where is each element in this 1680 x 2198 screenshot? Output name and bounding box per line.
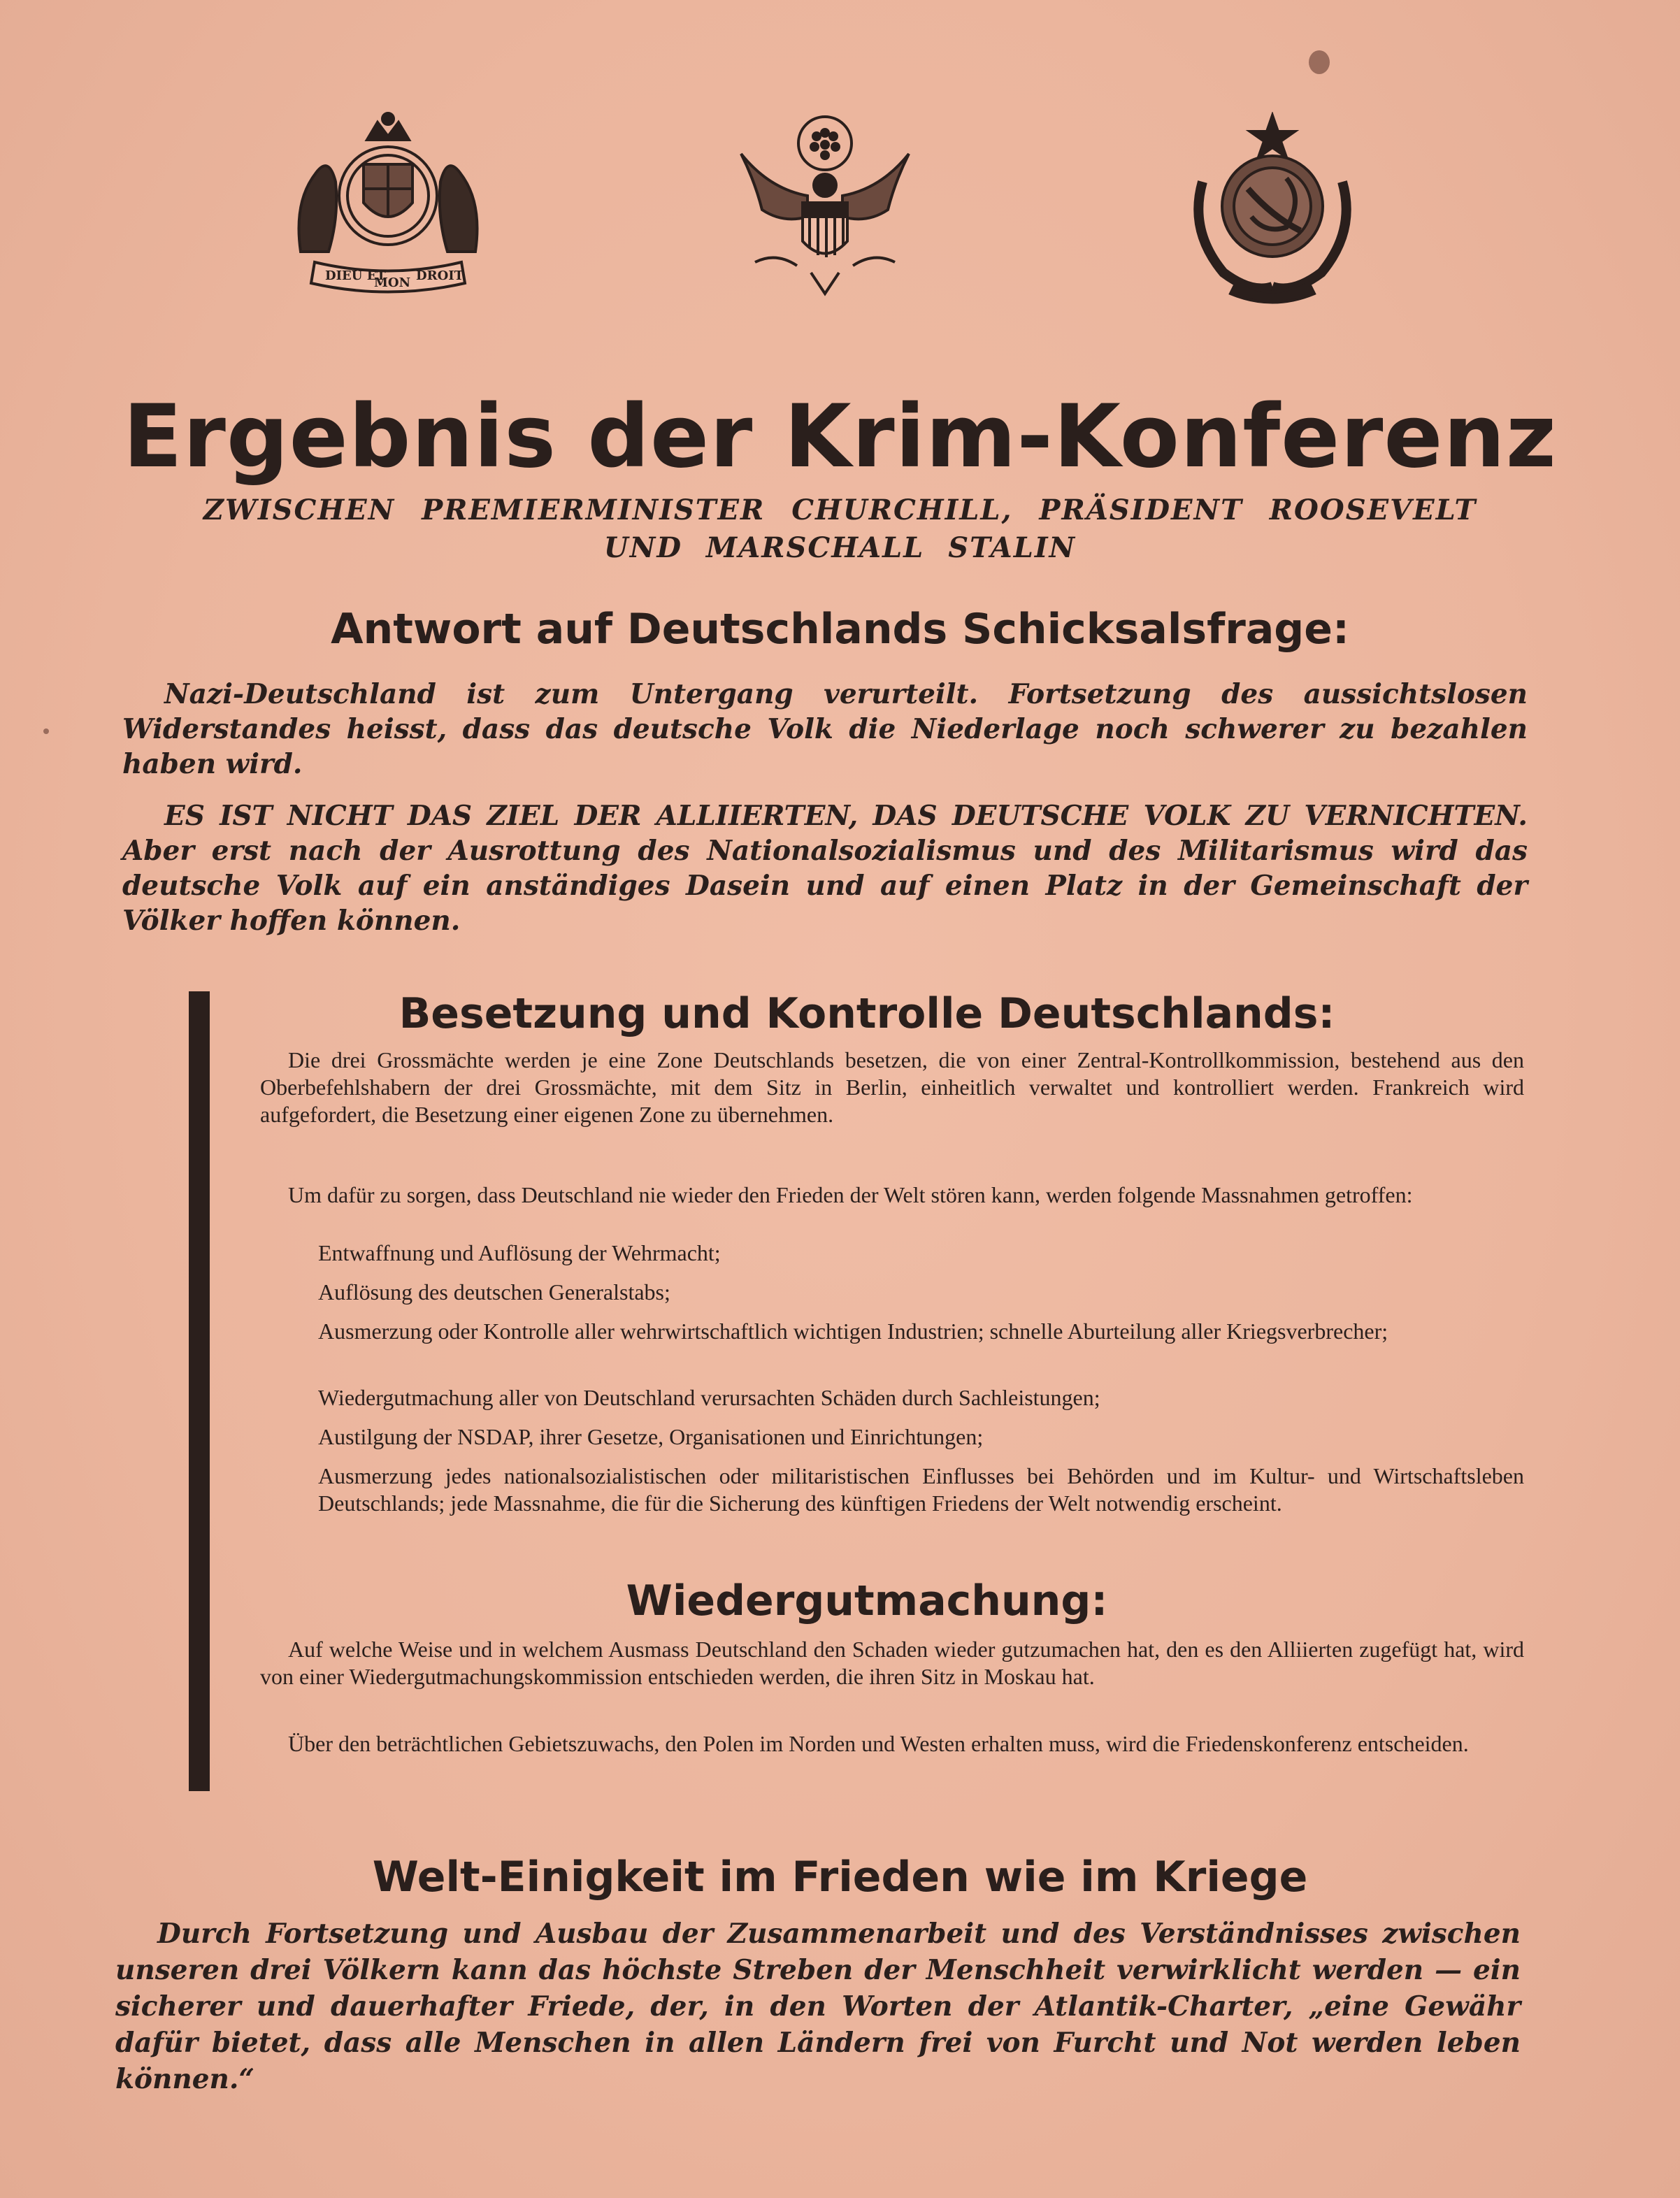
measure-list-item: Ausmerzung jedes nationalsozialistischen oder militaristischen Einflusses bei Behörden und im Kultur- und Wirtschaftsleben Deutschlands; jede Massnahme, die für die Sicherung des künftigen Friedens der Welt notwendig erscheint.	[318, 1463, 1524, 1516]
ink-stain	[1309, 50, 1330, 74]
section-side-bar	[189, 991, 210, 1791]
wiedergutmachung-paragraph-1: Auf welche Weise und in welchem Ausmass Deutschland den Schaden wieder gutzumachen hat, den es den Alliierten zugefügt hat, wird von einer Wiedergutmachungskommission entschieden werden, die ihren Sitz in Moskau hat.	[260, 1637, 1524, 1689]
ussr-emblem-icon	[1182, 112, 1363, 308]
motto-left: DIEU ET	[325, 268, 386, 283]
subtitle	[0, 491, 1680, 567]
measure-list-item: Wiedergutmachung aller von Deutschland verursachten Schäden durch Sachleistungen;	[318, 1385, 1100, 1410]
motto-right: DROIT	[416, 268, 464, 283]
subtitle-line-1: ZWISCHEN PREMIERMINISTER CHURCHILL, PRÄSIDENT ROOSEVELT	[203, 494, 1477, 526]
intro-heading: Antwort auf Deutschlands Schicksalsfrage:	[331, 605, 1349, 654]
besetzung-paragraph-2: Um dafür zu sorgen, dass Deutschland nie wieder den Frieden der Welt stören kann, werden folgende Massnahmen getroffen:	[288, 1182, 1413, 1207]
besetzung-heading: Besetzung und Kontrolle Deutschlands:	[399, 989, 1335, 1038]
wiedergutmachung-heading: Wiedergutmachung:	[626, 1576, 1108, 1625]
us-great-seal-icon	[727, 112, 923, 301]
intro-paragraph-2: ES IST NICHT DAS ZIEL DER ALLIIERTEN, DAS DEUTSCHE VOLK ZU VERNICHTEN. Aber erst nach der Ausrottung des Nationalsozialismus und des Militarismus wird das deutsche Volk auf ein anständiges Dasein und auf einen Platz in der Gemeinschaft der Völker hoffen können.	[122, 800, 1528, 937]
besetzung-paragraph-1: Die drei Grossmächte werden je eine Zone Deutschlands besetzen, die von einer Zentral-Kontrollkommission, bestehend aus den Oberbefehlshabern der drei Grossmächte, mit dem Sitz in Berlin, einheitlich verwaltet und kontrolliert werden. Frankreich wird aufgefordert, die Besetzung einer eigenen Zone zu übernehmen.	[260, 1047, 1524, 1127]
uk-royal-arms-icon	[287, 112, 489, 308]
wiedergutmachung-paragraph-2: Über den beträchtlichen Gebietszuwachs, den Polen im Norden und Westen erhalten muss, wird die Friedenskonferenz entscheiden.	[288, 1731, 1469, 1756]
measure-list-item: Ausmerzung oder Kontrolle aller wehrwirtschaftlich wichtigen Industrien; schnelle Aburteilung aller Kriegsverbrecher;	[318, 1319, 1388, 1344]
welt-heading: Welt-Einigkeit im Frieden wie im Kriege	[372, 1853, 1308, 1902]
measure-list-item: Auflösung des deutschen Generalstabs;	[318, 1279, 670, 1305]
intro-paragraph-1: Nazi-Deutschland ist zum Untergang verurteilt. Fortsetzung des aussichtslosen Widerstandes heisst, dass das deutsche Volk die Niederlage noch schwerer zu bezahlen haben wird.	[122, 678, 1528, 780]
measure-list-item: Entwaffnung und Auflösung der Wehrmacht;	[318, 1240, 721, 1265]
measure-list-item: Austilgung der NSDAP, ihrer Gesetze, Organisationen und Einrichtungen;	[318, 1424, 984, 1449]
motto-mid: MON	[374, 275, 411, 290]
subtitle-line-2: UND MARSCHALL STALIN	[603, 531, 1077, 564]
page-title: Ergebnis der Krim-Konferenz	[123, 387, 1557, 487]
ink-spot	[43, 728, 49, 734]
welt-paragraph: Durch Fortsetzung und Ausbau der Zusammenarbeit und des Verständnisses zwischen unseren drei Völkern kann das höchste Streben der Menschheit verwirklicht werden — ein sicherer und dauerhafter Friede, der, in den Worten der Atlantik-Charter, „eine Gewähr dafür bietet, dass alle Menschen in allen Ländern frei von Furcht und Not werden leben können.“	[115, 1918, 1521, 2095]
